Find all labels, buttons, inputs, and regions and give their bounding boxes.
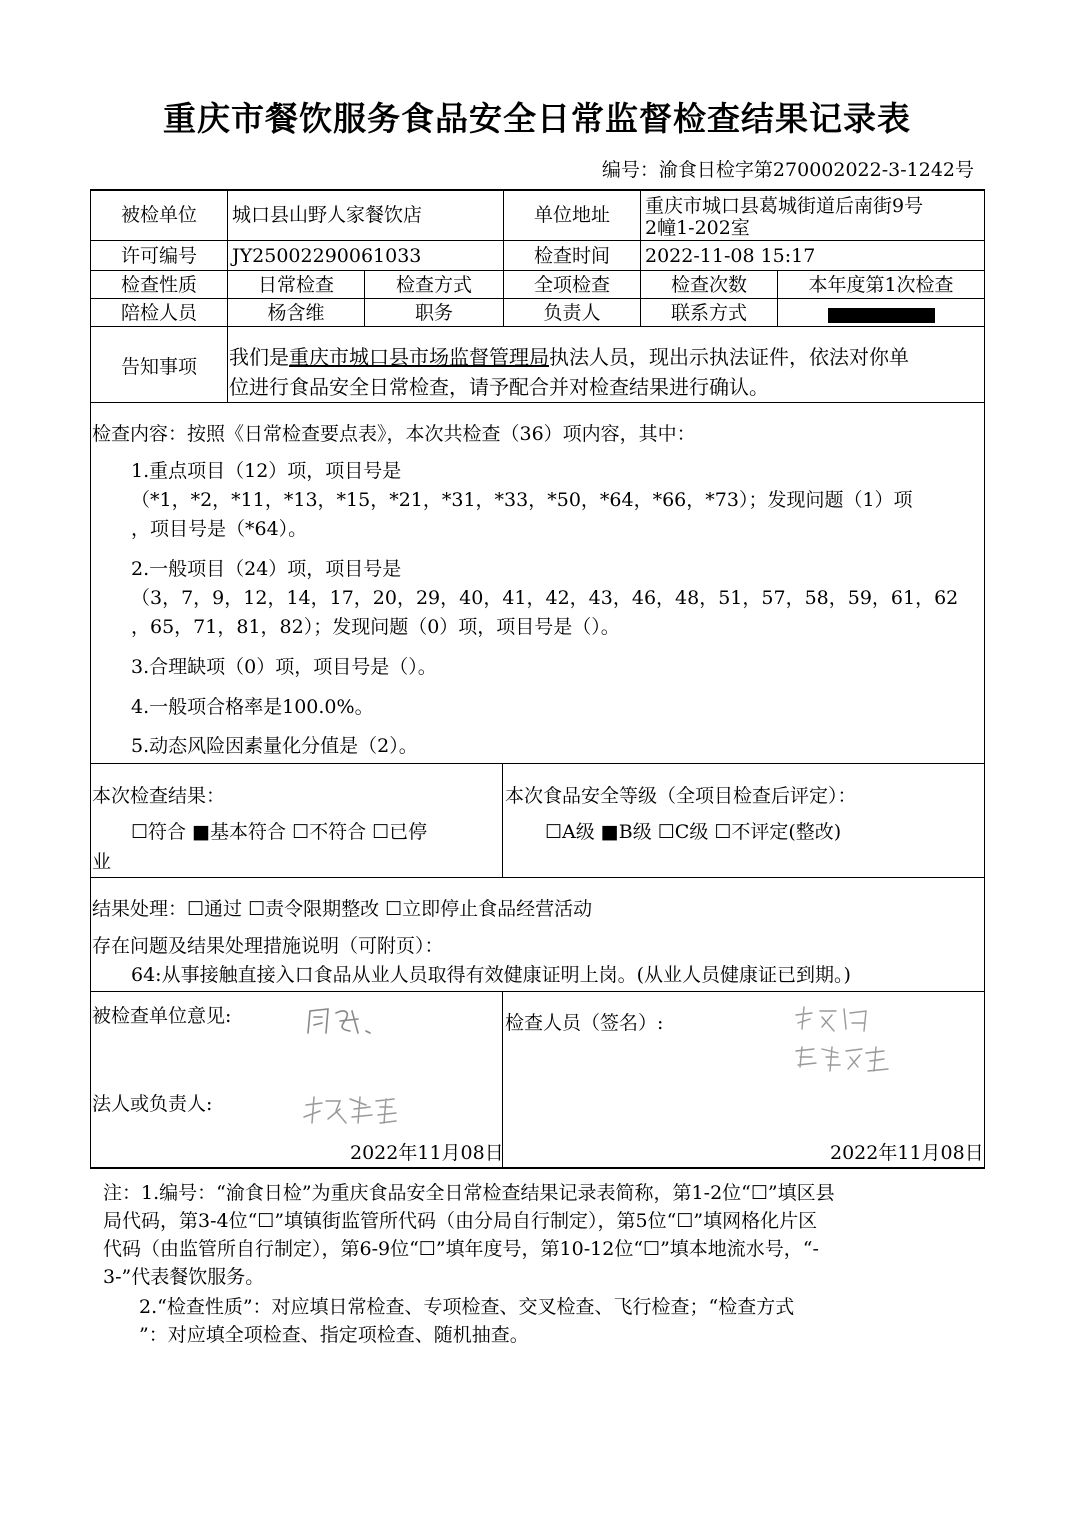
license-value: JY25002290061033 bbox=[232, 245, 422, 267]
page-title: 重庆市餐饮服务食品安全日常监督检查结果记录表 bbox=[163, 99, 911, 138]
method-label: 检查方式 bbox=[395, 274, 472, 296]
note-2-line-2: ”：对应填全项检查、指定项检查、随机抽查。 bbox=[139, 1324, 529, 1346]
missing-items: 3.合理缺项（0）项，项目号是（）。 bbox=[131, 656, 437, 678]
note-1-line-2: 局代码，第3-4位“☐”填镇街监管所代码（由分局自行制定），第5位“☐”填网格化片区 bbox=[103, 1210, 818, 1232]
inspector-signature-2 bbox=[792, 1043, 892, 1075]
note-1-line-4: 3-”代表餐饮服务。 bbox=[103, 1266, 265, 1288]
count-value: 本年度第1次检查 bbox=[808, 274, 954, 296]
result-options: ☐符合 ■基本符合 ☐不符合 ☐已停 bbox=[131, 821, 428, 843]
note-1-line-1: 注：1.编号：“渝食日检”为重庆食品安全日常检查结果记录表简称，第1-2位“☐”填区县 bbox=[103, 1182, 835, 1204]
key-items-line-2: （*1，*2，*11，*13，*15，*21，*31，*33，*50，*64，*66，*73）；发现问题（1）项 bbox=[131, 489, 913, 511]
method-value: 全项检查 bbox=[533, 274, 610, 296]
general-items-line-2: （3，7，9，12，14，17，20，29，40，41，42，43，46，48，51，57，58，59，61，62 bbox=[131, 587, 959, 609]
address-label: 单位地址 bbox=[533, 204, 610, 226]
position-value: 负责人 bbox=[543, 302, 601, 324]
address-line-1: 重庆市城口县葛城街道后南街9号 bbox=[645, 195, 924, 217]
legal-rep-label: 法人或负责人: bbox=[92, 1093, 213, 1115]
address-line-2: 2幢1-202室 bbox=[645, 217, 750, 239]
inspector-label: 检查人员（签名）: bbox=[505, 1012, 664, 1034]
risk-score: 5.动态风险因素量化分值是（2）。 bbox=[131, 735, 418, 757]
issue-description: 64:从事接触直接入口食品从业人员取得有效健康证明上岗。(从业人员健康证已到期。) bbox=[131, 964, 851, 986]
inspection-time-label: 检查时间 bbox=[533, 245, 610, 267]
unit-value: 城口县山野人家餐饮店 bbox=[232, 204, 423, 226]
nature-label: 检查性质 bbox=[120, 274, 197, 296]
legal-rep-signature bbox=[300, 1093, 400, 1127]
general-items-line-3: ，65，71，81，82）；发现问题（0）项，项目号是（）。 bbox=[131, 616, 620, 638]
note-2-line-1: 2.“检查性质”：对应填日常检查、专项检查、交叉检查、飞行检查；“检查方式 bbox=[139, 1296, 795, 1318]
document-number: 编号：渝食日检字第270002022-3-1242号 bbox=[601, 159, 974, 181]
unit-opinion-label: 被检查单位意见: bbox=[92, 1005, 232, 1027]
result-label: 本次检查结果： bbox=[92, 785, 226, 807]
inspection-time-value: 2022-11-08 15:17 bbox=[645, 245, 816, 267]
note-1-line-3: 代码（由监管所自行制定），第6-9位“☐”填年度号，第10-12位“☐”填本地流水号，“- bbox=[103, 1238, 819, 1260]
key-items-line-1: 1.重点项目（12）项，项目号是 bbox=[131, 460, 402, 482]
unit-opinion-signature bbox=[300, 1003, 380, 1039]
count-label: 检查次数 bbox=[670, 274, 747, 296]
notice-line-1: 我们是重庆市城口县市场监督管理局执法人员，现出示执法证件，依法对你单 bbox=[229, 345, 909, 369]
pass-rate: 4.一般项合格率是100.0%。 bbox=[131, 696, 374, 718]
grade-options: ☐A级 ■B级 ☐C级 ☐不评定(整改) bbox=[545, 821, 842, 843]
key-items-line-3: ，项目号是（*64）。 bbox=[131, 518, 308, 540]
content-intro: 检查内容：按照《日常检查要点表》，本次共检查（36）项内容，其中： bbox=[92, 423, 696, 445]
result-options-wrap: 业 bbox=[92, 851, 112, 873]
general-items-line-1: 2.一般项目（24）项，项目号是 bbox=[131, 558, 402, 580]
inspector-signature-1 bbox=[792, 1005, 882, 1035]
date-left: 2022年11月08日 bbox=[350, 1142, 504, 1164]
redacted-contact bbox=[828, 308, 935, 323]
grade-label: 本次食品安全等级（全项目检查后评定）： bbox=[505, 785, 857, 807]
handling-line: 结果处理：☐通过 ☐责令限期整改 ☐立即停止食品经营活动 bbox=[92, 898, 593, 920]
unit-label: 被检单位 bbox=[120, 204, 197, 226]
license-label: 许可编号 bbox=[120, 245, 197, 267]
position-label: 职务 bbox=[414, 302, 453, 324]
agency-name: 重庆市城口县市场监督管理局 bbox=[289, 345, 549, 369]
contact-label: 联系方式 bbox=[670, 302, 747, 324]
issues-label: 存在问题及结果处理措施说明（可附页）： bbox=[92, 935, 444, 957]
date-right: 2022年11月08日 bbox=[830, 1142, 984, 1164]
nature-value: 日常检查 bbox=[257, 274, 334, 296]
escort-value: 杨含维 bbox=[267, 302, 325, 324]
escort-label: 陪检人员 bbox=[120, 302, 197, 324]
notice-line-2: 位进行食品安全日常检查，请予配合并对检查结果进行确认。 bbox=[229, 375, 769, 399]
notice-label: 告知事项 bbox=[120, 356, 197, 378]
